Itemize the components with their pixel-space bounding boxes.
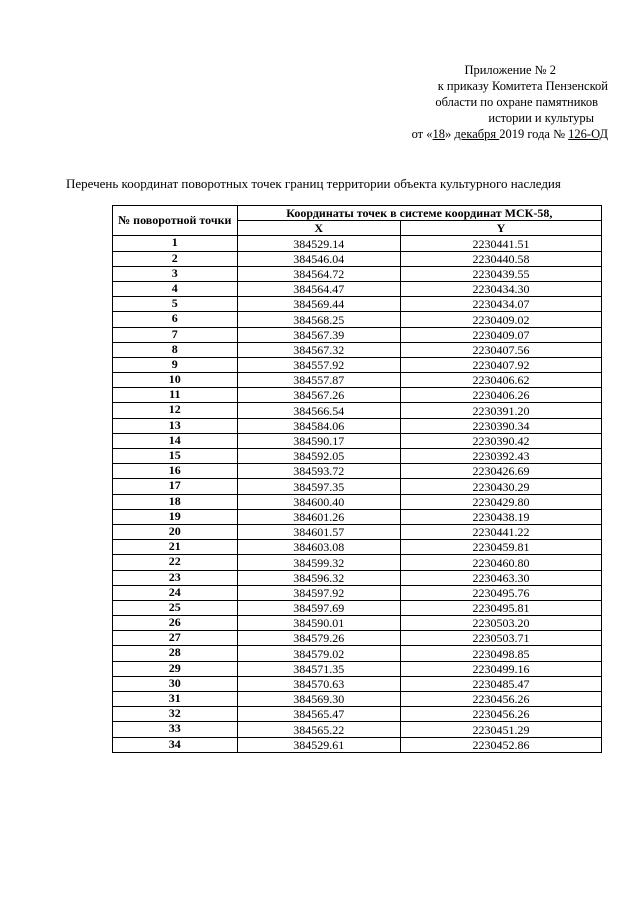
- x-coordinate-cell: 384557.87: [237, 373, 400, 388]
- coordinates-table-body: [113, 236, 602, 752]
- x-coordinate-cell: 384597.35: [237, 479, 400, 494]
- table-row: [113, 236, 602, 251]
- y-coordinate-cell: 2230485.47: [400, 676, 601, 691]
- table-row: [113, 342, 602, 357]
- order-date-day: 18: [432, 127, 446, 141]
- order-date-line: [348, 126, 608, 142]
- table-row: [113, 403, 602, 418]
- table-row: [113, 524, 602, 539]
- order-date-mid: »: [445, 127, 455, 141]
- point-number-cell: 19: [113, 509, 238, 524]
- table-row: [113, 555, 602, 570]
- x-coordinate-cell: 384546.04: [237, 251, 400, 266]
- y-coordinate-cell: 2230503.71: [400, 631, 601, 646]
- table-row: [113, 676, 602, 691]
- table-row: [113, 449, 602, 464]
- y-coordinate-cell: 2230456.26: [400, 707, 601, 722]
- point-number-cell: 16: [113, 464, 238, 479]
- appendix-header: [348, 62, 608, 142]
- point-number-cell: 2: [113, 251, 238, 266]
- y-coordinate-cell: 2230406.26: [400, 388, 601, 403]
- x-coordinate-cell: 384590.01: [237, 616, 400, 631]
- y-coordinate-cell: 2230460.80: [400, 555, 601, 570]
- point-number-header: № поворотной точки: [113, 206, 238, 236]
- y-coordinate-cell: 2230390.34: [400, 418, 601, 433]
- y-coordinate-cell: 2230463.30: [400, 570, 601, 585]
- x-coordinate-cell: 384601.57: [237, 524, 400, 539]
- table-row: [113, 297, 602, 312]
- table-row: [113, 722, 602, 737]
- point-number-cell: 21: [113, 540, 238, 555]
- point-number-cell: 14: [113, 433, 238, 448]
- y-coordinate-cell: 2230409.02: [400, 312, 601, 327]
- y-coordinate-cell: 2230495.81: [400, 600, 601, 615]
- y-header: Y: [400, 221, 601, 236]
- y-coordinate-cell: 2230498.85: [400, 646, 601, 661]
- x-coordinate-cell: 384568.25: [237, 312, 400, 327]
- x-coordinate-cell: 384566.54: [237, 403, 400, 418]
- point-number-cell: 29: [113, 661, 238, 676]
- point-number-cell: 23: [113, 570, 238, 585]
- point-number-cell: 25: [113, 600, 238, 615]
- table-row: [113, 646, 602, 661]
- y-coordinate-cell: 2230452.86: [400, 737, 601, 752]
- table-row: [113, 418, 602, 433]
- x-coordinate-cell: 384601.26: [237, 509, 400, 524]
- y-coordinate-cell: 2230391.20: [400, 403, 601, 418]
- table-row: [113, 433, 602, 448]
- point-number-cell: 1: [113, 236, 238, 251]
- y-coordinate-cell: 2230499.16: [400, 661, 601, 676]
- point-number-cell: 11: [113, 388, 238, 403]
- table-row: [113, 585, 602, 600]
- order-date-month: декабря: [454, 127, 500, 141]
- x-coordinate-cell: 384567.39: [237, 327, 400, 342]
- x-coordinate-cell: 384603.08: [237, 540, 400, 555]
- table-row: [113, 631, 602, 646]
- point-number-cell: 13: [113, 418, 238, 433]
- point-number-cell: 24: [113, 585, 238, 600]
- y-coordinate-cell: 2230439.55: [400, 266, 601, 281]
- table-row: [113, 266, 602, 281]
- table-row: [113, 281, 602, 296]
- point-number-cell: 34: [113, 737, 238, 752]
- x-coordinate-cell: 384592.05: [237, 449, 400, 464]
- x-coordinate-cell: 384565.47: [237, 707, 400, 722]
- y-coordinate-cell: 2230456.26: [400, 692, 601, 707]
- x-coordinate-cell: 384529.61: [237, 737, 400, 752]
- point-number-cell: 18: [113, 494, 238, 509]
- point-number-cell: 5: [113, 297, 238, 312]
- y-coordinate-cell: 2230441.22: [400, 524, 601, 539]
- x-coordinate-cell: 384571.35: [237, 661, 400, 676]
- point-number-cell: 6: [113, 312, 238, 327]
- x-header: X: [237, 221, 400, 236]
- y-coordinate-cell: 2230495.76: [400, 585, 601, 600]
- appendix-number: Приложение № 2: [464, 63, 556, 77]
- point-number-cell: 4: [113, 281, 238, 296]
- table-row: [113, 616, 602, 631]
- y-coordinate-cell: 2230406.62: [400, 373, 601, 388]
- x-coordinate-cell: 384599.32: [237, 555, 400, 570]
- x-coordinate-cell: 384564.72: [237, 266, 400, 281]
- order-reference-line3: истории и культуры: [488, 111, 594, 125]
- point-number-cell: 26: [113, 616, 238, 631]
- document-title: Перечень координат поворотных точек границ территории объекта культурного наследия: [66, 176, 561, 191]
- y-coordinate-cell: 2230426.69: [400, 464, 601, 479]
- table-row: [113, 661, 602, 676]
- point-number-cell: 30: [113, 676, 238, 691]
- y-coordinate-cell: 2230434.30: [400, 281, 601, 296]
- point-number-cell: 15: [113, 449, 238, 464]
- table-row: [113, 540, 602, 555]
- y-coordinate-cell: 2230407.92: [400, 357, 601, 372]
- y-coordinate-cell: 2230438.19: [400, 509, 601, 524]
- y-coordinate-cell: 2230390.42: [400, 433, 601, 448]
- table-row: [113, 600, 602, 615]
- table-row: [113, 494, 602, 509]
- y-coordinate-cell: 2230459.81: [400, 540, 601, 555]
- y-coordinate-cell: 2230503.20: [400, 616, 601, 631]
- x-coordinate-cell: 384569.44: [237, 297, 400, 312]
- y-coordinate-cell: 2230434.07: [400, 297, 601, 312]
- point-number-cell: 32: [113, 707, 238, 722]
- point-number-cell: 20: [113, 524, 238, 539]
- x-coordinate-cell: 384593.72: [237, 464, 400, 479]
- point-number-cell: 27: [113, 631, 238, 646]
- table-row: [113, 692, 602, 707]
- table-row: [113, 388, 602, 403]
- table-row: [113, 570, 602, 585]
- table-row: [113, 312, 602, 327]
- point-number-cell: 12: [113, 403, 238, 418]
- table-row: [113, 327, 602, 342]
- x-coordinate-cell: 384590.17: [237, 433, 400, 448]
- y-coordinate-cell: 2230440.58: [400, 251, 601, 266]
- x-coordinate-cell: 384567.26: [237, 388, 400, 403]
- table-row: [113, 251, 602, 266]
- table-row: [113, 373, 602, 388]
- x-coordinate-cell: 384529.14: [237, 236, 400, 251]
- order-reference-line2: области по охране памятников: [435, 95, 598, 109]
- point-number-cell: 9: [113, 357, 238, 372]
- point-number-cell: 17: [113, 479, 238, 494]
- x-coordinate-cell: 384584.06: [237, 418, 400, 433]
- point-number-cell: 7: [113, 327, 238, 342]
- x-coordinate-cell: 384597.69: [237, 600, 400, 615]
- y-coordinate-cell: 2230441.51: [400, 236, 601, 251]
- point-number-cell: 31: [113, 692, 238, 707]
- x-coordinate-cell: 384569.30: [237, 692, 400, 707]
- point-number-cell: 28: [113, 646, 238, 661]
- table-row: [113, 357, 602, 372]
- y-coordinate-cell: 2230407.56: [400, 342, 601, 357]
- x-coordinate-cell: 384597.92: [237, 585, 400, 600]
- order-date-year: 2019 года №: [499, 127, 569, 141]
- table-row: [113, 737, 602, 752]
- x-coordinate-cell: 384579.02: [237, 646, 400, 661]
- point-number-cell: 33: [113, 722, 238, 737]
- x-coordinate-cell: 384570.63: [237, 676, 400, 691]
- order-date-prefix: от «: [411, 127, 433, 141]
- x-coordinate-cell: 384564.47: [237, 281, 400, 296]
- table-row: [113, 509, 602, 524]
- order-reference: к приказу Комитета Пензенской: [437, 79, 608, 93]
- x-coordinate-cell: 384565.22: [237, 722, 400, 737]
- order-number: 126-ОД: [568, 127, 608, 141]
- y-coordinate-cell: 2230409.07: [400, 327, 601, 342]
- y-coordinate-cell: 2230429.80: [400, 494, 601, 509]
- x-coordinate-cell: 384579.26: [237, 631, 400, 646]
- point-number-cell: 22: [113, 555, 238, 570]
- y-coordinate-cell: 2230430.29: [400, 479, 601, 494]
- coordinates-header: Координаты точек в системе координат МСК-58,: [237, 206, 601, 221]
- table-row: [113, 707, 602, 722]
- x-coordinate-cell: 384557.92: [237, 357, 400, 372]
- y-coordinate-cell: 2230392.43: [400, 449, 601, 464]
- point-number-cell: 3: [113, 266, 238, 281]
- x-coordinate-cell: 384600.40: [237, 494, 400, 509]
- point-number-cell: 8: [113, 342, 238, 357]
- x-coordinate-cell: 384567.32: [237, 342, 400, 357]
- y-coordinate-cell: 2230451.29: [400, 722, 601, 737]
- coordinates-table: [112, 205, 602, 753]
- x-coordinate-cell: 384596.32: [237, 570, 400, 585]
- table-row: [113, 464, 602, 479]
- point-number-cell: 10: [113, 373, 238, 388]
- table-row: [113, 479, 602, 494]
